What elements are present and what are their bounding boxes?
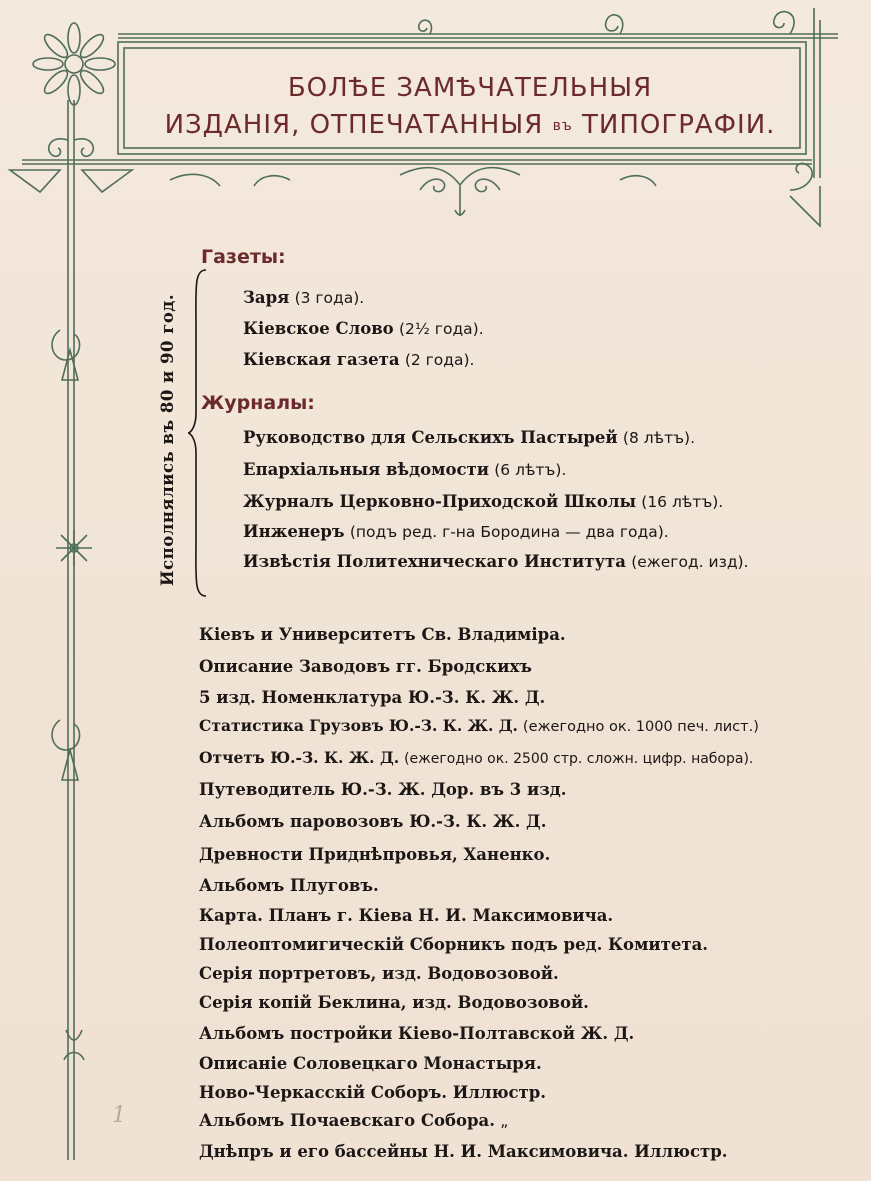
title-line-2-part-c: ТИПОГРАФІИ. <box>582 110 776 140</box>
list-item: Днѣпръ и его бассейны Н. И. Максимовича. Иллюстр. <box>199 1142 728 1161</box>
list-item: Ново-Черкасскій Соборъ. Иллюстр. <box>199 1083 547 1102</box>
page-number: 1 <box>112 1103 126 1128</box>
list-item: Альбомъ паровозовъ Ю.-З. К. Ж. Д. <box>199 812 547 831</box>
title-line-1: БОЛѢЕ ЗАМѢЧАТЕЛЬНЫЯ <box>287 73 653 103</box>
list-item: Путеводитель Ю.-З. Ж. Дор. въ 3 изд. <box>199 780 567 799</box>
vertical-side-note: Исполнялись въ 80 и 90 год. <box>158 293 177 586</box>
list-item: Описание Заводовъ гг. Бродскихъ <box>199 657 532 676</box>
list-item: Древности Приднѣпровья, Ханенко. <box>199 845 551 864</box>
list-item: Статистика Грузовъ Ю.-З. К. Ж. Д. (ежегодно ок. 1000 печ. лист.) <box>199 716 759 735</box>
list-item: Описаніе Соловецкаго Монастыря. <box>199 1054 542 1073</box>
list-item: Альбомъ Почаевскаго Собора. „ <box>199 1111 509 1130</box>
flower-petals <box>33 23 115 105</box>
list-item: Кіевское Слово (2½ года). <box>243 319 484 338</box>
list-item: Альбомъ Плуговъ. <box>199 876 379 895</box>
list-item: Руководство для Сельскихъ Пастырей (8 лѣтъ). <box>243 428 696 447</box>
title-line-2 <box>150 110 790 140</box>
curly-brace <box>186 268 210 598</box>
list-item: Извѣстія Политехническаго Института (ежегод. изд). <box>243 552 749 571</box>
list-item: Журналъ Церковно-Приходской Школы (16 лѣтъ). <box>243 492 724 511</box>
list-item: Карта. Планъ г. Кіева Н. И. Максимовича. <box>199 906 614 925</box>
list-item: Полеоптомигическій Сборникъ подъ ред. Комитета. <box>199 935 709 954</box>
list-item: Епархіальныя вѣдомости (6 лѣтъ). <box>243 460 567 479</box>
list-item: Альбомъ постройки Кіево-Полтавской Ж. Д. <box>199 1024 635 1043</box>
title-line-2-part-a: ИЗДАНІЯ, ОТПЕЧАТАННЫЯ <box>164 110 544 140</box>
zhurnaly-heading: Журналы: <box>201 392 315 414</box>
title-line-2-part-b: въ <box>552 118 573 134</box>
list-item: Кіевская газета (2 года). <box>243 350 475 369</box>
list-item: Заря (3 года). <box>243 288 365 307</box>
list-item: Отчетъ Ю.-З. К. Ж. Д. (ежегодно ок. 2500 стр. сложн. цифр. набора). <box>199 748 754 767</box>
list-item: 5 изд. Номенклатура Ю.-З. К. Ж. Д. <box>199 688 546 707</box>
list-item: Серія копій Беклина, изд. Водовозовой. <box>199 993 589 1012</box>
list-item: Кіевъ и Университетъ Св. Владиміра. <box>199 625 566 644</box>
list-item: Серія портретовъ, изд. Водовозовой. <box>199 964 559 983</box>
gazety-heading: Газеты: <box>201 246 286 268</box>
list-item: Инженеръ (подъ ред. г-на Бородина — два года). <box>243 522 669 541</box>
